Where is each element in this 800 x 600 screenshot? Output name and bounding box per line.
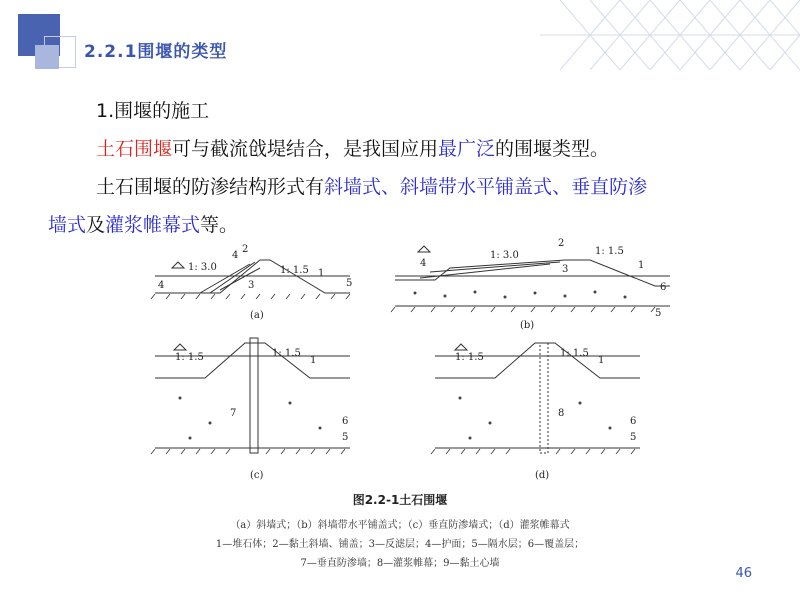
slope-label: 1: 1.5 <box>280 265 309 276</box>
type-vertical-cutoff-b: 墙式 <box>48 214 87 236</box>
decorative-mesh <box>540 0 800 70</box>
callout: 4 <box>232 250 239 261</box>
callout: 1 <box>318 268 325 279</box>
callout: 1 <box>598 355 605 366</box>
subfig-label-b: (b) <box>520 320 535 331</box>
section-heading-text: 1.围堰的施工 <box>96 100 210 122</box>
figure-caption-line3: 7—垂直防渗墙；8—灌浆帷幕；9—黏土心墙 <box>300 558 500 569</box>
callout: 6 <box>342 416 349 427</box>
figure-caption-line2: 1—堆石体；2—黏土斜墙、铺盖；3—反滤层；4—护面；5—隔水层；6—覆盖层； <box>215 539 585 550</box>
paragraph-1 <box>48 130 768 168</box>
paragraph-2 <box>48 168 768 206</box>
type-inclined-wall: 斜墙式 <box>324 176 382 198</box>
decorative-square-light <box>35 45 59 69</box>
type-grout-curtain: 灌浆帷幕式 <box>105 214 201 236</box>
slope-label: 1: 1.5 <box>455 352 484 363</box>
slope-label: 1: 3.0 <box>490 250 519 261</box>
callout: 5 <box>630 432 637 443</box>
callout: 6 <box>660 282 667 293</box>
slope-label: 1: 1.5 <box>272 348 301 359</box>
section-heading <box>48 92 768 130</box>
paragraph-2-end: 等。 <box>200 214 239 236</box>
body-text <box>48 92 768 244</box>
callout: 8 <box>558 408 565 419</box>
callout: 4 <box>420 258 427 269</box>
figure-caption-line1: （a）斜墙式；（b）斜墙带水平铺盖式；（c）垂直防渗墙式；（d）灌浆帷幕式 <box>230 520 570 531</box>
callout: 3 <box>248 280 255 291</box>
separator: 、 <box>552 176 572 198</box>
cofferdam-figure <box>150 238 670 488</box>
callout: 5 <box>655 308 662 319</box>
callout: 2 <box>242 244 249 255</box>
subfig-label-d: (d) <box>535 470 550 481</box>
type-inclined-wall-blanket: 斜墙带水平铺盖式 <box>400 176 553 198</box>
paragraph-1-mid: 可与截流戗堤结合，是我国应用 <box>172 138 439 160</box>
paragraph-2-and: 及 <box>86 214 106 236</box>
separator: 、 <box>381 176 401 198</box>
callout: 5 <box>346 278 353 289</box>
slope-label: 1: 1.5 <box>175 352 204 363</box>
paragraph-2-prefix: 土石围堰的防渗结构形式有 <box>96 176 325 198</box>
subfig-label-a: (a) <box>250 310 264 321</box>
callout: 7 <box>230 408 237 419</box>
paragraph-1-end: 的围堰类型。 <box>495 138 610 160</box>
callout: 4 <box>158 280 165 291</box>
callout: 5 <box>342 432 349 443</box>
slide-title: 2.2.1围堰的类型 <box>84 42 228 62</box>
highlight-earth-rock-cofferdam: 土石围堰 <box>96 138 173 160</box>
callout: 6 <box>630 416 637 427</box>
figure-title: 图2.2-1土石围堰 <box>352 493 448 507</box>
slope-label: 1: 3.0 <box>188 262 217 273</box>
page-number: 46 <box>735 566 752 581</box>
slope-label: 1: 1.5 <box>560 348 589 359</box>
highlight-most-widespread: 最广泛 <box>438 138 496 160</box>
type-vertical-cutoff-a: 垂直防渗 <box>571 176 648 198</box>
callout: 2 <box>558 238 565 249</box>
subfig-label-c: (c) <box>250 470 264 481</box>
callout: 1 <box>638 260 645 271</box>
callout: 1 <box>310 355 317 366</box>
slope-label: 1: 1.5 <box>595 246 624 257</box>
callout: 3 <box>562 264 569 275</box>
subfig-b-drawing <box>391 246 670 312</box>
